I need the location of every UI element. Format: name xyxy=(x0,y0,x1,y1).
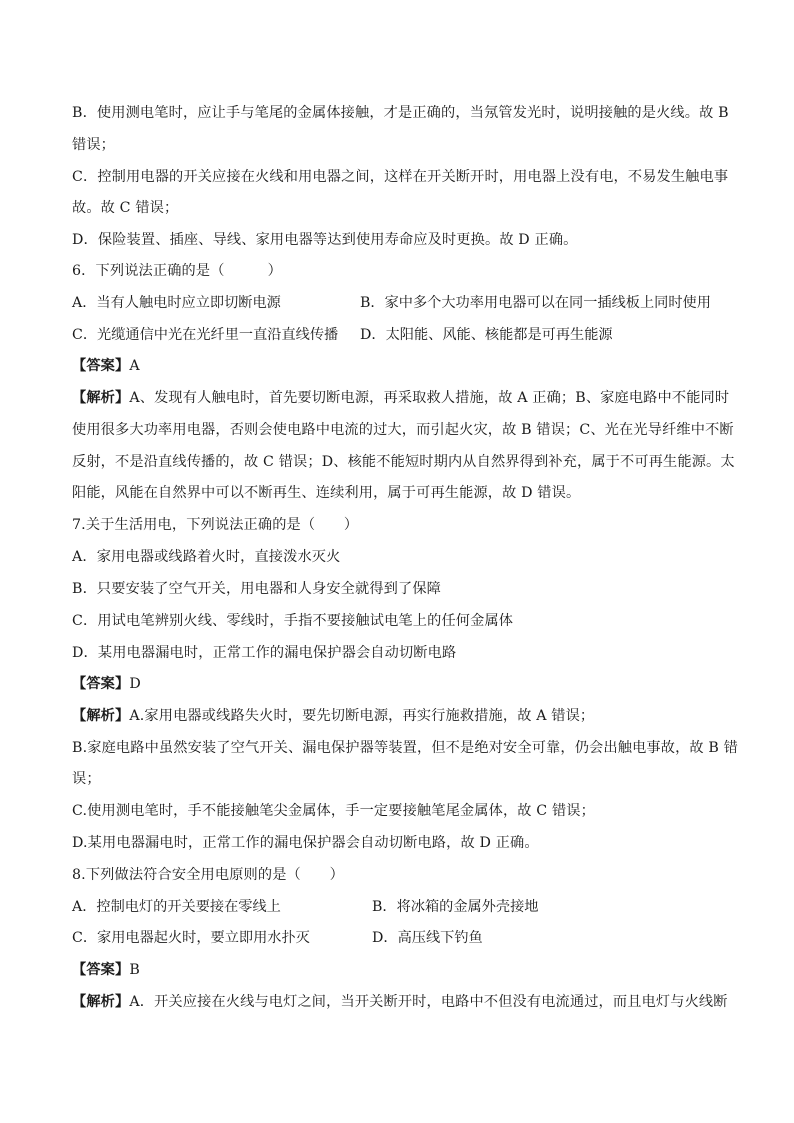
option-a: A．家用电器或线路着火时，直接泼水灭火 xyxy=(72,549,341,565)
answer-value: D xyxy=(129,676,141,692)
explanation-6-line-2: 使用很多大功率用电器，否则会使电路中电流的过大，而引起火灾，故 B 错误；C、光在光导纤维中不断 xyxy=(72,422,734,438)
option-b: B．家中多个大功率用电器可以在同一插线板上同时使用 xyxy=(360,295,711,311)
option-c: C．光缆通信中光在光纤里一直沿直线传播 xyxy=(72,327,339,343)
question-6-options-row-2 xyxy=(72,326,732,344)
question-8-options-row-2 xyxy=(72,929,732,947)
explanation-7-line-5: D.某用电器漏电时，正常工作的漏电保护器会自动切断电路，故 D 正确。 xyxy=(72,835,539,851)
option-a: A．控制电灯的开关要接在零线上 xyxy=(72,899,281,915)
explanation-7-line-3: 误； xyxy=(72,771,101,787)
answer-tag: 【答案】 xyxy=(72,358,130,374)
explanation-text: A.家用电器或线路失火时，要先切断电源，再实行施救措施，故 A 错误； xyxy=(129,708,595,724)
text-line: 故。故 C 错误； xyxy=(72,200,179,216)
explanation-7-line-1 xyxy=(72,707,724,725)
text-line: B．使用测电笔时，应让手与笔尾的金属体接触，才是正确的，当氖管发光时，说明接触的是火线。故 B xyxy=(72,105,729,121)
question-8: 8.下列做法符合安全用电原则的是（ ） xyxy=(72,867,344,883)
answer-value: A xyxy=(129,358,140,374)
option-c: C．家用电器起火时，要立即用水扑灭 xyxy=(72,930,310,946)
answer-7 xyxy=(72,675,724,693)
explanation-7-line-4: C.使用测电笔时，手不能接触笔尖金属体，手一定要接触笔尾金属体，故 C 错误； xyxy=(72,803,595,819)
explanation-6-line-3: 反射，不是沿直线传播的，故 C 错误；D、核能不能短时期内从自然界得到补充，属于不可再生能源。太 xyxy=(72,454,735,470)
option-d: D．某用电器漏电时，正常工作的漏电保护器会自动切断电路 xyxy=(72,645,457,661)
explanation-tag: 【解析】 xyxy=(72,390,130,406)
explanation-6-line-1 xyxy=(72,389,730,407)
option-a: A．当有人触电时应立即切断电源 xyxy=(72,295,281,311)
explanation-tag: 【解析】 xyxy=(72,708,130,724)
answer-value: B xyxy=(129,962,140,978)
explanation-text: A、发现有人触电时，首先要切断电源，再采取救人措施，故 A 正确；B、家庭电路中不能同时 xyxy=(129,390,730,406)
text-line: 错误； xyxy=(72,137,116,153)
question-6-options-row-1 xyxy=(72,294,732,312)
explanation-8-line-1 xyxy=(72,993,728,1011)
text-line: D．保险装置、插座、导线、家用电器等达到使用寿命应及时更换。故 D 正确。 xyxy=(72,232,578,248)
question-8-options-row-1 xyxy=(72,898,732,916)
question-6: 6．下列说法正确的是（ ） xyxy=(72,263,282,279)
question-7: 7.关于生活用电，下列说法正确的是（ ） xyxy=(72,517,359,533)
explanation-7-line-2: B.家庭电路中虽然安装了空气开关、漏电保护器等装置，但不是绝对安全可靠，仍会出触电事故，故 B 错 xyxy=(72,740,738,756)
option-d: D．高压线下钓鱼 xyxy=(372,930,483,946)
option-b: B．将冰箱的金属外壳接地 xyxy=(372,899,539,915)
explanation-text: A．开关应接在火线与电灯之间，当开关断开时，电路中不但没有电流通过，而且电灯与火线断 xyxy=(129,994,728,1010)
answer-8 xyxy=(72,961,724,979)
option-b: B．只要安装了空气开关，用电器和人身安全就得到了保障 xyxy=(72,581,442,597)
explanation-tag: 【解析】 xyxy=(72,994,130,1010)
option-c: C．用试电笔辨别火线、零线时，手指不要接触试电笔上的任何金属体 xyxy=(72,613,514,629)
option-d: D．太阳能、风能、核能都是可再生能源 xyxy=(360,327,613,343)
answer-6 xyxy=(72,357,724,375)
text-line: C．控制用电器的开关应接在火线和用电器之间，这样在开关断开时，用电器上没有电，不易发生触电事 xyxy=(72,169,729,185)
explanation-6-line-4: 阳能，风能在自然界中可以不断再生、连续利用，属于可再生能源，故 D 错误。 xyxy=(72,485,581,501)
answer-tag: 【答案】 xyxy=(72,962,130,978)
answer-tag: 【答案】 xyxy=(72,676,130,692)
